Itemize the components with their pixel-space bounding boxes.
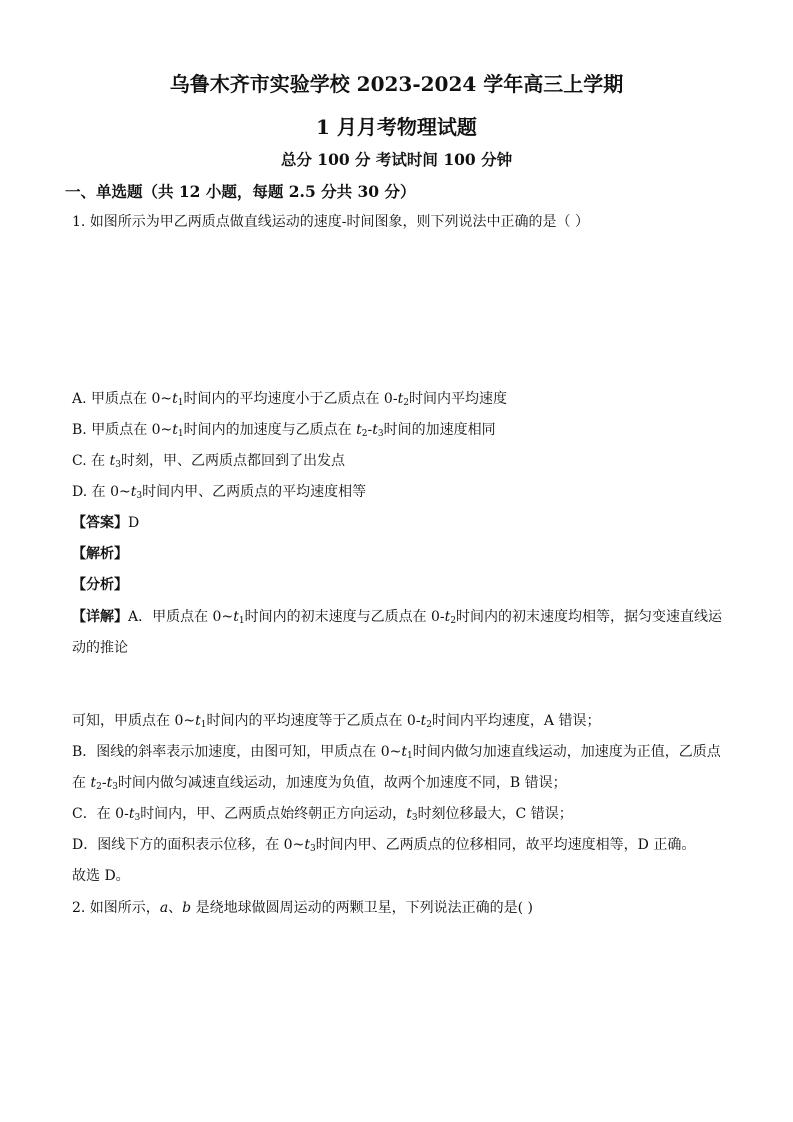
- answer-line: [72, 513, 139, 533]
- section-heading-single-choice: 一、单选题（共 12 小题，每题 2.5 分共 30 分）: [65, 182, 416, 201]
- detail-line-7: D．图线下方的面积表示位移，在 $0\sim t_3$时间内甲、乙两质点的位移相同，故平均速度相等，D 正确。: [72, 837, 696, 854]
- detail-line-5: 在 $t_2-t_3$时间内做匀减速直线运动，加速度为负值，故两个加速度不同，B 错误；: [72, 775, 567, 792]
- question-2-stem: 2. 如图所示，a、b 是绕地球做圆周运动的两颗卫星，下列说法正确的是( ): [72, 900, 533, 916]
- exam-subject-title: 1 月月考物理试题: [316, 115, 477, 139]
- exam-title: 乌鲁木齐市实验学校 2023-2024 学年高三上学期: [169, 72, 624, 96]
- detail-line-6: C．在 $0-t_3$时间内，甲、乙两质点始终朝正方向运动，$t_3$时刻位移最大，C 错误；: [72, 806, 573, 823]
- detail-line-1: 【详解】A．甲质点在 $0\sim t_1$时间内的初末速度与乙质点在 $0-t_2$时间内的初末速度均相等，据匀变速直线运: [72, 609, 723, 626]
- question-2-figure: [72, 930, 722, 1080]
- detail-line-3: 可知，甲质点在 $0\sim t_1$时间内的平均速度等于乙质点在 $0-t_2$时间内平均速度，A 错误；: [72, 713, 601, 730]
- detail-line-2: 动的推论: [72, 640, 128, 656]
- formula-figure: [72, 662, 722, 702]
- analysis-subheading: 【分析】: [72, 577, 128, 593]
- answer-value: D: [128, 515, 140, 531]
- answer-label: 【答案】: [72, 515, 128, 531]
- exam-info: 总分 100 分 考试时间 100 分钟: [280, 150, 513, 169]
- question-1-figure: [72, 240, 722, 380]
- detail-conclusion: 故选 D。: [72, 868, 130, 884]
- detail-line-4: B．图线的斜率表示加速度，由图可知，甲质点在 $0\sim t_1$时间内做匀加速直线运动，加速度为正值，乙质点: [72, 744, 721, 761]
- analysis-label: 【解析】: [72, 546, 128, 562]
- question-1-option-d: D. 在 $0\sim t_3$时间内甲、乙两质点的平均速度相等: [72, 484, 367, 501]
- question-1-option-c: C. 在 $t_3$时刻，甲、乙两质点都回到了出发点: [72, 453, 345, 470]
- question-1-option-a: A. 甲质点在 $0\sim t_1$时间内的平均速度小于乙质点在 $0-t_2$时间内平均速度: [72, 391, 507, 408]
- question-1-option-b: B. 甲质点在 $0\sim t_1$时间内的加速度与乙质点在 $t_2-t_3$时间的加速度相同: [72, 422, 496, 439]
- question-1-stem: 1. 如图所示为甲乙两质点做直线运动的速度-时间图象，则下列说法中正确的是（ ）: [72, 214, 589, 230]
